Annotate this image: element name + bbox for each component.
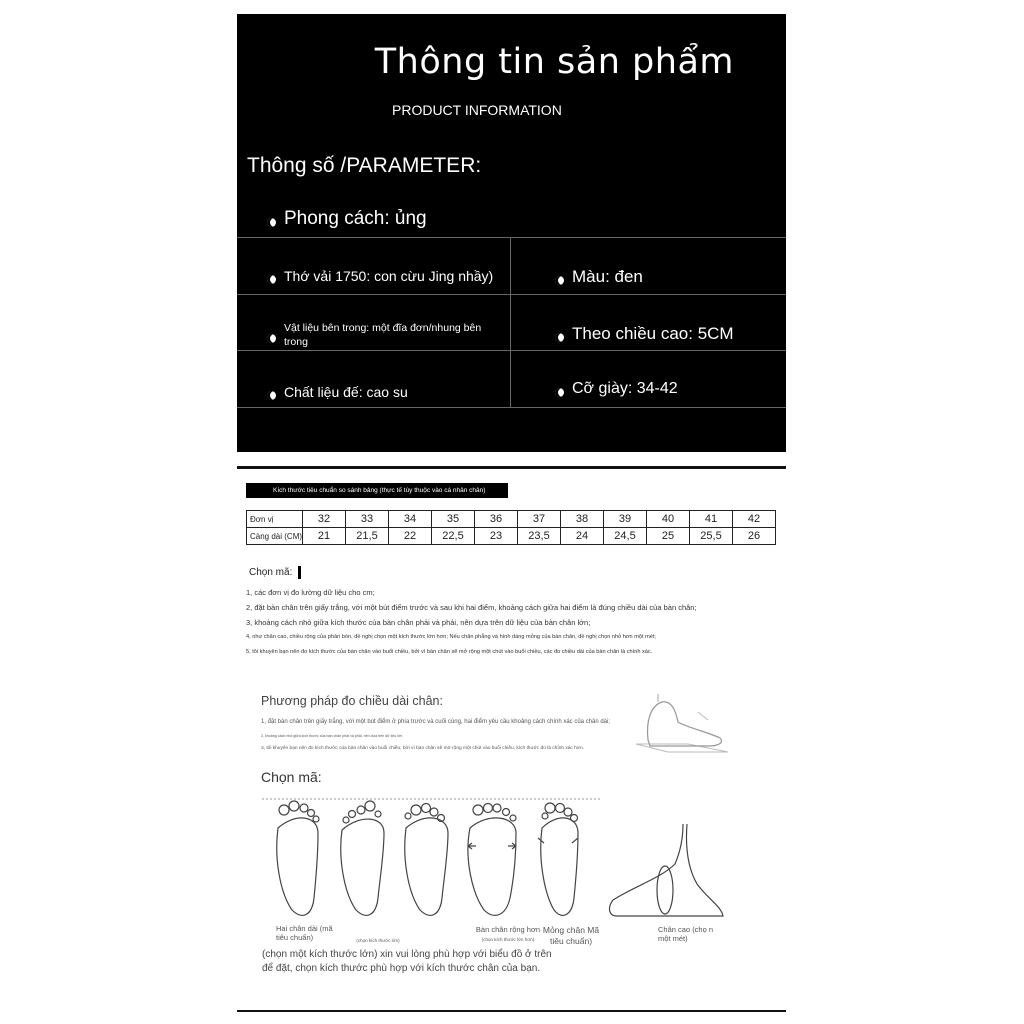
divider xyxy=(416,407,786,408)
length-cell: 21 xyxy=(303,528,346,545)
spec-sizes-text: Cỡ giày: 34-42 xyxy=(572,380,678,397)
size-cell: 38 xyxy=(561,511,604,528)
method-title: Phương pháp đo chiều dài chân: xyxy=(261,694,443,708)
choose-size-text: Chọn mã: xyxy=(249,567,293,579)
length-cell: 25 xyxy=(647,528,690,545)
spec-sizes xyxy=(555,380,678,398)
bullet-icon xyxy=(555,333,564,342)
foot-label-high-instep: Chân cao (chọ n một mét) xyxy=(658,925,714,944)
foot-label-thin: Mỏng chân Mã tiêu chuẩn) xyxy=(542,925,600,946)
foot-outlines xyxy=(266,798,596,923)
foot-label-long-toe-sub: (chọn kích thước lớn) xyxy=(356,938,400,943)
divider xyxy=(237,237,786,238)
spec-inner-material-text: Vật liệu bên trong: một đĩa đơn/nhung bên trong xyxy=(284,322,482,349)
bullet-icon xyxy=(267,218,276,227)
divider xyxy=(237,350,786,351)
spec-inner-material xyxy=(267,321,487,349)
method-note: 1, đặt bàn chân trên giấy trắng, với một bút điểm ở phía trước và cuối cùng, hai điểm yêu cầu khoảng cách chính xác của chân dài; xyxy=(261,719,611,725)
length-cell: 24 xyxy=(561,528,604,545)
spec-fabric-text: Thớ vải 1750: con cừu Jing nhầy) xyxy=(284,268,494,284)
bullet-icon xyxy=(267,275,276,284)
choose-note: 3, khoảng cách nhỏ giữa kích thước của bàn chân phải và phải, nên dựa trên dữ liệu của bàn chân lớn; xyxy=(246,618,591,627)
length-cell: 23 xyxy=(475,528,518,545)
section-rule xyxy=(237,466,786,469)
size-cell: 36 xyxy=(475,511,518,528)
size-cell: 39 xyxy=(604,511,647,528)
spec-sole-text: Chất liệu đế: cao su xyxy=(284,384,408,400)
marker-bar xyxy=(298,566,301,579)
panel-subtitle: PRODUCT INFORMATION xyxy=(392,102,562,118)
length-cell: 26 xyxy=(733,528,776,545)
size-cell: 42 xyxy=(733,511,776,528)
spec-style-text: Phong cách: ủng xyxy=(284,208,427,229)
spec-color-text: Màu: đen xyxy=(572,267,643,286)
choose-note: 2, đặt bàn chân trên giấy trắng, với một bút điểm trước và sau khi hai điểm, khoảng cách giữa hai điểm là đúng chiều dài của bàn chân; xyxy=(246,603,697,612)
length-row-label: Càng dài (CM) xyxy=(247,528,303,545)
size-row xyxy=(247,511,776,528)
spec-sole xyxy=(267,384,408,400)
divider xyxy=(237,294,786,295)
size-table xyxy=(246,510,776,545)
foot-label-long-toe: Hai chân dài (mã tiêu chuẩn) xyxy=(276,924,333,943)
method-note: 3, tôi khuyên bạn nên đo kích thước của bàn chân vào buổi chiều, bởi vì bàn chân sẽ mở rộng một chút vào buổi chiều, kích thước đo là chính xác hơn. xyxy=(261,746,584,751)
size-row-label: Đơn vị xyxy=(247,511,303,528)
bullet-icon xyxy=(267,334,276,343)
choose-note: 4, như chân cao, chiều rộng của phân bón, đề nghị chọn một kích thước lớn hơn; Nếu chân phẳng và hình dáng mỏng của bàn chân, đề nghị chọn nhỏ hơn một mét; xyxy=(246,634,656,640)
product-info-panel xyxy=(237,14,786,452)
spec-heel-height xyxy=(555,324,734,344)
size-cell: 35 xyxy=(432,511,475,528)
high-instep-illustration xyxy=(605,820,735,925)
choose-size-label xyxy=(249,566,301,579)
length-cell: 22 xyxy=(389,528,432,545)
length-row xyxy=(247,528,776,545)
bullet-icon xyxy=(555,276,564,285)
method-note: 2, khoảng cách nhỏ giữa kích thước của bàn chân phải và phải, nên dựa trên dữ liệu lớn xyxy=(261,734,403,738)
bullet-icon xyxy=(555,388,564,397)
size-chart-banner: Kích thước tiêu chuẩn so sánh bảng (thực tế tùy thuộc vào cá nhân chân) xyxy=(246,483,508,498)
bullet-icon xyxy=(267,391,276,400)
foot-label-wide-sub: (chọn kích thước lớn hơn) xyxy=(481,937,535,942)
choose-note: 5, tôi khuyên bạn nên đo kích thước của bàn chân vào buổi chiều, bởi vì bàn chân sẽ mở rộng một chút vào buổi chiều, các đo chiều dài của bàn chân là chính xác. xyxy=(246,649,653,655)
length-cell: 22,5 xyxy=(432,528,475,545)
length-cell: 25,5 xyxy=(690,528,733,545)
spec-heel-height-text: Theo chiều cao: 5CM xyxy=(572,324,734,343)
size-cell: 37 xyxy=(518,511,561,528)
length-cell: 21,5 xyxy=(346,528,389,545)
size-cell: 40 xyxy=(647,511,690,528)
panel-title: Thông tin sản phẩm xyxy=(374,42,734,82)
foot-label-wide: Bàn chân rộng hơn xyxy=(475,925,541,934)
size-cell: 34 xyxy=(389,511,432,528)
divider xyxy=(237,407,416,408)
choose-note: 1, các đơn vị đo lường dữ liệu cho cm; xyxy=(246,588,375,597)
measure-foot-illustration xyxy=(628,692,738,762)
size-cell: 33 xyxy=(346,511,389,528)
choose-size-label-2: Chọn mã: xyxy=(261,769,322,785)
size-cell: 41 xyxy=(690,511,733,528)
parameter-heading: Thông số /PARAMETER: xyxy=(247,154,482,177)
length-cell: 24,5 xyxy=(604,528,647,545)
size-cell: 32 xyxy=(303,511,346,528)
spec-style xyxy=(267,208,427,230)
section-rule xyxy=(237,1010,786,1012)
spec-color xyxy=(555,267,643,287)
spec-fabric xyxy=(267,268,493,284)
length-cell: 23,5 xyxy=(518,528,561,545)
divider xyxy=(510,237,511,408)
bottom-note: (chọn một kích thước lớn) xin vui lòng phù hợp với biểu đồ ở trên để đặt, chọn kích thước phù hợp với kích thước chân của bạn. xyxy=(262,949,552,974)
